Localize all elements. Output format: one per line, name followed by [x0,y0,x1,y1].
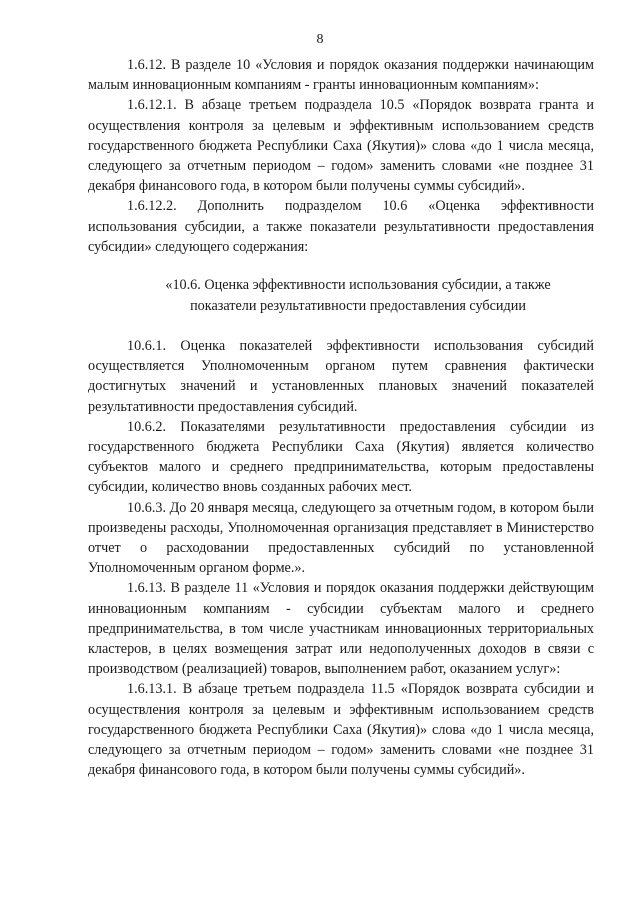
paragraph-10-6-2: 10.6.2. Показателями результативности предоставления субсидии из государственного бюджета Республики Саха (Якутия) является количество субъектов малого и среднего предпринимательства, которым предоставлены субсидии, количество вновь созданных рабочих мест. [88,418,594,496]
page-number: 8 [316,32,324,47]
paragraph-10-6-3: 10.6.3. До 20 января месяца, следующего за отчетным годом, в котором были произведены расходы, Уполномоченная организация представляет в Министерство отчет о расходовании предоставленных субсидий по установленной Уполномоченным органом форме.». [88,499,594,577]
paragraph-1-6-12: 1.6.12. В разделе 10 «Условия и порядок оказания поддержки начинающим малым инновационным компаниям - гранты инновационным компаниям»: [88,57,594,94]
paragraph-1-6-13: 1.6.13. В разделе 11 «Условия и порядок оказания поддержки действующим инновационным компаниям - субсидии субъектам малого и среднего предпринимательства, в том числе участникам инновационных территориальных кластеров, в целях возмещения затрат или недополученных доходов в связи с производством (реализацией) товаров, выполнением работ, оказанием услуг»: [88,580,594,678]
paragraph-10-6-1: 10.6.1. Оценка показателей эффективности использования субсидий осуществляется Уполномоченным органом путем сравнения фактически достигнутых значений и установленных плановых значений показателей результативности предоставления субсидий. [88,338,594,415]
paragraph-1-6-12-1: 1.6.12.1. В абзаце третьем подраздела 10.5 «Порядок возврата гранта и осуществления контроля за целевым и эффективным использованием средств государственного бюджета Республики Саха (Якутия)» слова «до 1 числа месяца, следующего за отчетным периодом – годом» заменить словами «не позднее 31 декабря финансового года, в котором были получены суммы субсидий». [88,97,594,195]
paragraph-1-6-12-2: 1.6.12.2. Дополнить подразделом 10.6 «Оценка эффективности использования субсидии, а также показатели результативности предоставления субсидии» следующего содержания: [88,198,594,255]
paragraph-1-6-13-1: 1.6.13.1. В абзаце третьем подраздела 11.5 «Порядок возврата субсидии и осуществления контроля за целевым и эффективным использованием средств государственного бюджета Республики Саха (Якутия)» слова «до 1 числа месяца, следующего за отчетным периодом – годом» заменить словами «не позднее 31 декабря финансового года, в котором были получены суммы субсидий». [88,681,594,779]
spacer [88,316,594,336]
spacer [88,257,594,275]
section-title-10-6: «10.6. Оценка эффективности использования субсидии, а также показатели результативности предоставления субсидии [165,277,551,314]
document-body [88,55,594,781]
